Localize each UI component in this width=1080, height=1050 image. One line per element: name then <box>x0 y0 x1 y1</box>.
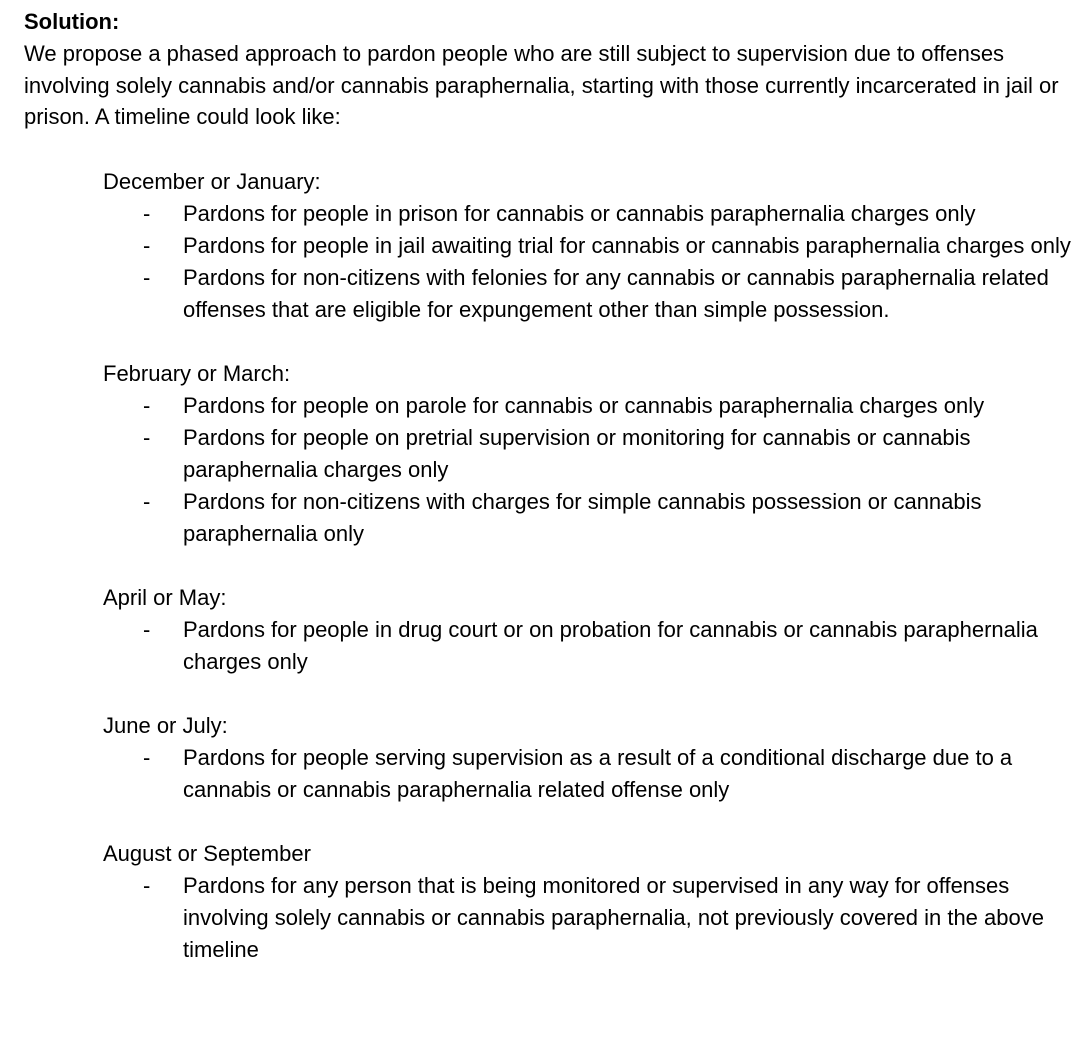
timeline-phase <box>103 166 1072 326</box>
list-item <box>103 198 1072 230</box>
phase-item-list <box>103 870 1072 966</box>
bullet-dash: - <box>143 744 151 770</box>
list-item-text: Pardons for people in drug court or on probation for cannabis or cannabis paraphernalia charges only <box>183 616 1038 674</box>
bullet-dash: - <box>143 232 151 258</box>
timeline-phase <box>103 358 1072 550</box>
list-item <box>103 486 1072 550</box>
list-item <box>103 614 1072 678</box>
bullet-dash: - <box>143 424 151 450</box>
phase-label: February or March: <box>103 360 291 386</box>
phase-item-list <box>103 742 1072 806</box>
document <box>24 6 1072 998</box>
phase-label: August or September <box>103 840 311 866</box>
phase-item-list <box>103 390 1072 550</box>
phase-item-list <box>103 198 1072 326</box>
list-item-text: Pardons for people on pretrial supervision or monitoring for cannabis or cannabis paraphernalia charges only <box>183 424 971 482</box>
list-item-text: Pardons for people in jail awaiting trial for cannabis or cannabis paraphernalia charges only <box>183 232 1071 258</box>
list-item-text: Pardons for non-citizens with charges for simple cannabis possession or cannabis paraphernalia only <box>183 488 982 546</box>
phase-item-list <box>103 614 1072 678</box>
timeline-phase <box>103 710 1072 806</box>
bullet-dash: - <box>143 616 151 642</box>
list-item <box>103 870 1072 966</box>
list-item <box>103 230 1072 262</box>
section-title: Solution: <box>24 9 120 34</box>
list-item <box>103 422 1072 486</box>
list-item <box>103 742 1072 806</box>
list-item-text: Pardons for people on parole for cannabis or cannabis paraphernalia charges only <box>183 392 985 418</box>
phase-label: April or May: <box>103 584 227 610</box>
list-item <box>103 390 1072 422</box>
list-item-text: Pardons for people in prison for cannabis or cannabis paraphernalia charges only <box>183 200 976 226</box>
bullet-dash: - <box>143 392 151 418</box>
list-item-text: Pardons for any person that is being monitored or supervised in any way for offenses involving solely cannabis or cannabis paraphernalia, not previously covered in the above timeline <box>183 872 1044 962</box>
bullet-dash: - <box>143 200 151 226</box>
list-item-text: Pardons for non-citizens with felonies for any cannabis or cannabis paraphernalia related offenses that are eligible for expungement other than simple possession. <box>183 264 1049 322</box>
phase-label: December or January: <box>103 168 321 194</box>
list-item <box>103 262 1072 326</box>
list-item-text: Pardons for people serving supervision as a result of a conditional discharge due to a cannabis or cannabis paraphernalia related offense only <box>183 744 1013 802</box>
timeline-phase <box>103 838 1072 966</box>
phase-label: June or July: <box>103 712 228 738</box>
intro-paragraph: We propose a phased approach to pardon people who are still subject to supervision due to offenses involving solely cannabis and/or cannabis paraphernalia, starting with those currently incarcerated in jail or prison. A timeline could look like: <box>24 41 1059 129</box>
timeline <box>24 166 1072 966</box>
timeline-phase <box>103 582 1072 678</box>
bullet-dash: - <box>143 264 151 290</box>
bullet-dash: - <box>143 488 151 514</box>
bullet-dash: - <box>143 872 151 898</box>
